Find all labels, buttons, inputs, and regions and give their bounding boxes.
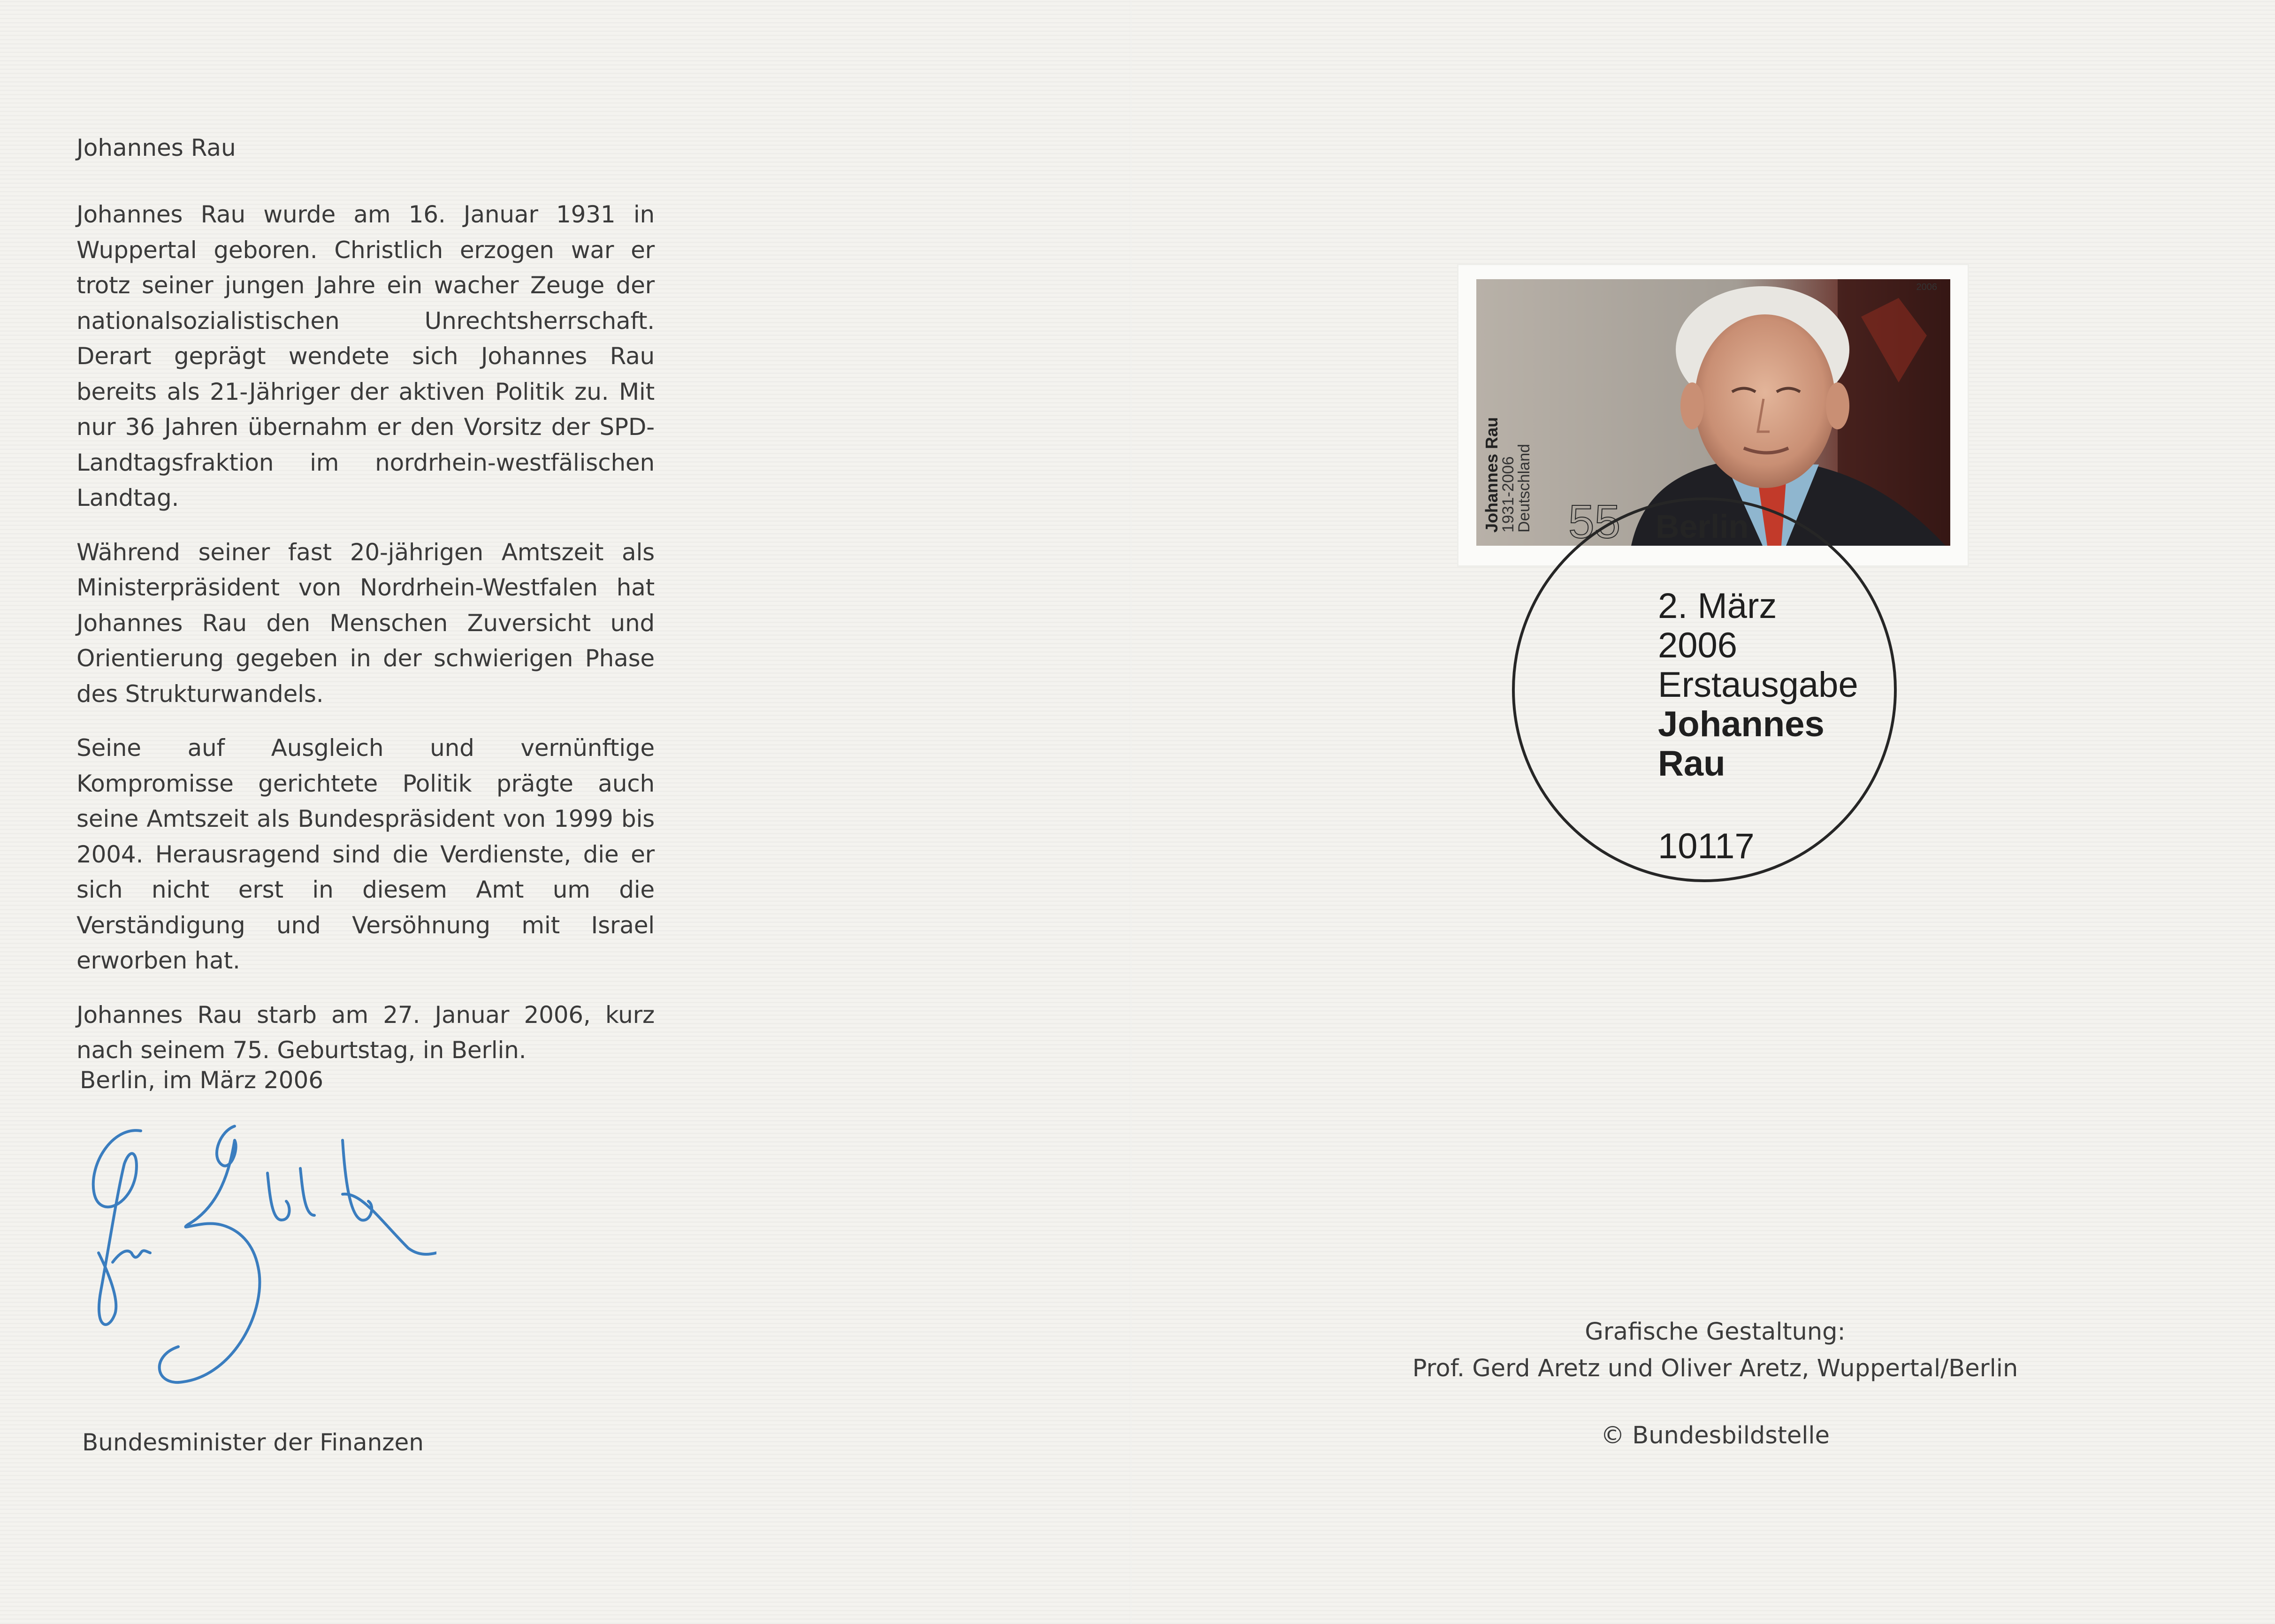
credits-heading: Grafische Gestaltung: [1585, 1318, 1846, 1346]
handwritten-signature [80, 1112, 436, 1422]
postmark-subject-last: Rau [1658, 744, 1725, 784]
paragraph-biography: Johannes Rau wurde am 16. Januar 1931 in Wuppertal geboren. Christlich erzogen war er trotz seiner jungen Jahre ein wacher Zeuge der nationalsozialistischen Unrechtsherrschaft. Derart geprägt wendete sich Johannes Rau bereits als 21-Jähriger der aktiven Politik zu. Mit nur 36 Jahren übernahm er den Vorsitz der SPD-Landtagsfraktion im nordrhein-westfälischen Landtag. [76, 201, 655, 511]
credits-designers: Prof. Gerd Aretz und Oliver Aretz, Wuppertal/Berlin [1412, 1355, 2018, 1382]
postmark-city: Berlin [1656, 508, 1749, 545]
copyright-notice: © Bundesbildstelle [1601, 1422, 1830, 1449]
postmark-subject-first: Johannes [1658, 704, 1825, 744]
postmark-date-day: 2. März [1658, 586, 1777, 626]
place-date: Berlin, im März 2006 [80, 1067, 324, 1094]
postmark-zip: 10117 [1658, 826, 1755, 866]
paragraph-federal-president: Seine auf Ausgleich und vernünftige Kompromisse gerichtete Politik prägte auch seine Amtszeit als Bundespräsident von 1999 bis 2004. Herausragend sind die Verdienste, die er sich nicht erst in diesem Amt um die Verständigung und Versöhnung mit Israel erworben hat. [76, 734, 655, 974]
stamp-vertical-text [1482, 289, 1533, 533]
postmark-date-year: 2006 [1658, 625, 1738, 665]
left-page [76, 131, 655, 1087]
stamp-years: 1931-2006 [1499, 456, 1517, 533]
signature-role: Bundesminister der Finanzen [82, 1429, 424, 1456]
page-title: Johannes Rau [76, 134, 236, 161]
paragraph-minister-president: Während seiner fast 20-jährigen Amtszeit als Ministerpräsident von Nordrhein-Westfalen hat Johannes Rau den Menschen Zuversicht und Orientierung gegeben in der schwierigen Phase des Strukturwandels. [76, 538, 655, 708]
stamp-value-number: 55 [1568, 496, 1621, 546]
stamp-year: 2006 [1916, 282, 1937, 292]
postmark-event: Erstausgabe [1658, 665, 1858, 705]
stamp-name: Johannes Rau [1482, 417, 1501, 533]
card-fold [1130, 0, 1132, 1624]
design-credits [1267, 1314, 2163, 1387]
paragraph-death: Johannes Rau starb am 27. Januar 2006, kurz nach seinem 75. Geburtstag, in Berlin. [76, 1001, 655, 1064]
stamp-country: Deutschland [1515, 443, 1533, 533]
